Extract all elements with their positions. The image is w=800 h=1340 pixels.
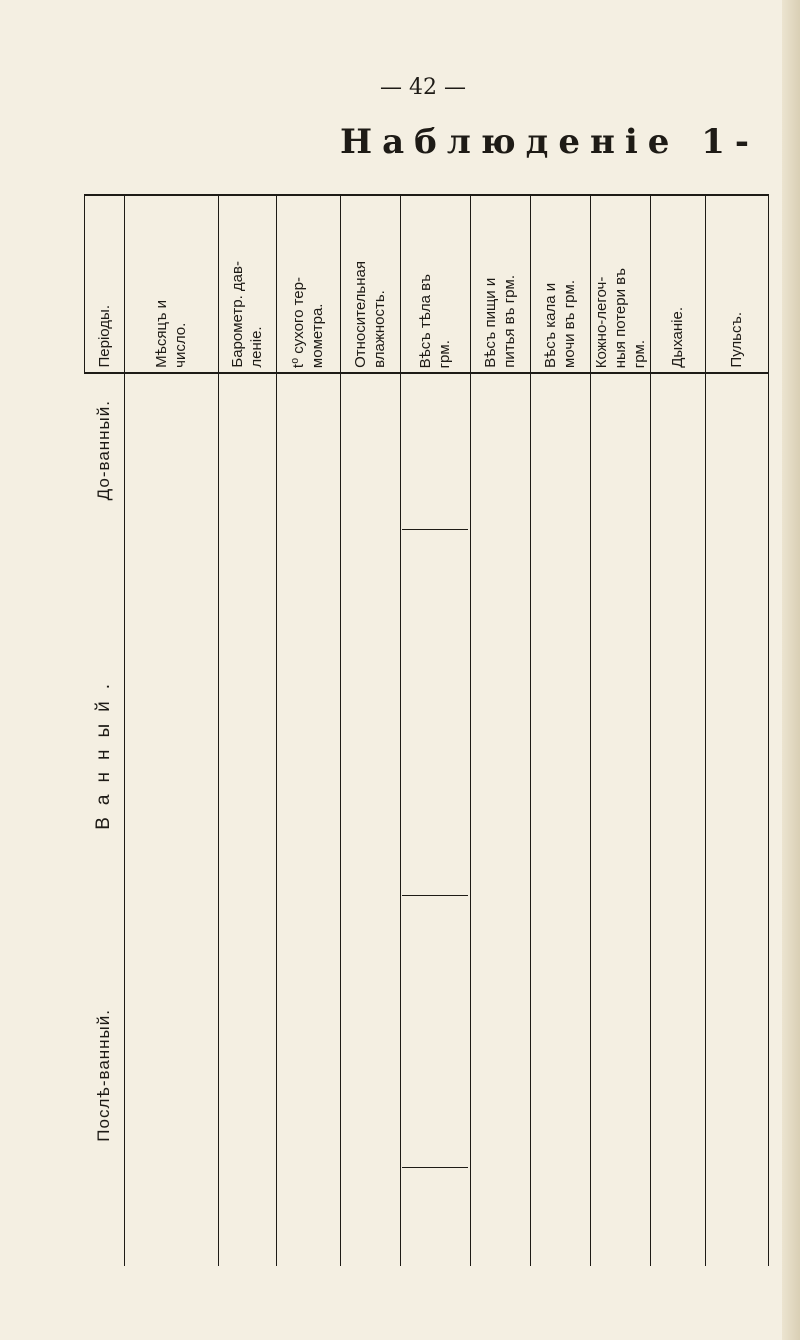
column-header-label: Барометр. дав- леніе. (229, 261, 265, 368)
average-weight-evening (402, 895, 468, 898)
column-header-label: Кожно-легоч- ныя потери въ грм. (592, 267, 648, 368)
column-header-label: Относительная влажность. (352, 261, 388, 368)
header-bottom-rule (84, 372, 768, 374)
column-header-label: Дыханіе. (669, 307, 686, 368)
column-header (124, 200, 218, 368)
column-header-label: t⁰ сухого тер- мометра. (290, 276, 326, 368)
page-edge (782, 0, 800, 1340)
section-label (86, 380, 122, 520)
section-label-text: До-ванный. (94, 399, 113, 501)
column-rule (768, 194, 769, 1266)
column-header-label: Періоды. (95, 305, 113, 368)
section-label (86, 1000, 122, 1150)
column-header (650, 200, 705, 368)
column-header (705, 200, 768, 368)
column-header (590, 200, 650, 368)
column-header-label: Вѣсъ кала и мочи въ грм. (542, 280, 578, 368)
table-top-rule (84, 194, 768, 196)
section-label-text: Ванный. (93, 672, 114, 830)
column-header-label: Вѣсъ пищи и питья въ грм. (482, 275, 518, 368)
column-header (470, 200, 530, 368)
column-header (84, 200, 124, 368)
column-header (340, 200, 400, 368)
column-header-label: Вѣсъ тѣла въ грм. (417, 273, 453, 368)
column-header-label: Пульсъ. (728, 312, 745, 368)
column-header (276, 200, 340, 368)
average-weight-evening (402, 529, 468, 532)
page-number: — 42 — (380, 75, 466, 100)
section-label (86, 636, 122, 866)
average-weight-evening (402, 1167, 468, 1170)
section-label-text: Послѣ-ванный. (94, 1008, 113, 1142)
column-header (218, 200, 276, 368)
column-header-label: Мѣсяцъ и число. (153, 300, 189, 368)
page-title: Наблюденіе 1- (340, 122, 759, 162)
column-header (400, 200, 470, 368)
column-header (530, 200, 590, 368)
